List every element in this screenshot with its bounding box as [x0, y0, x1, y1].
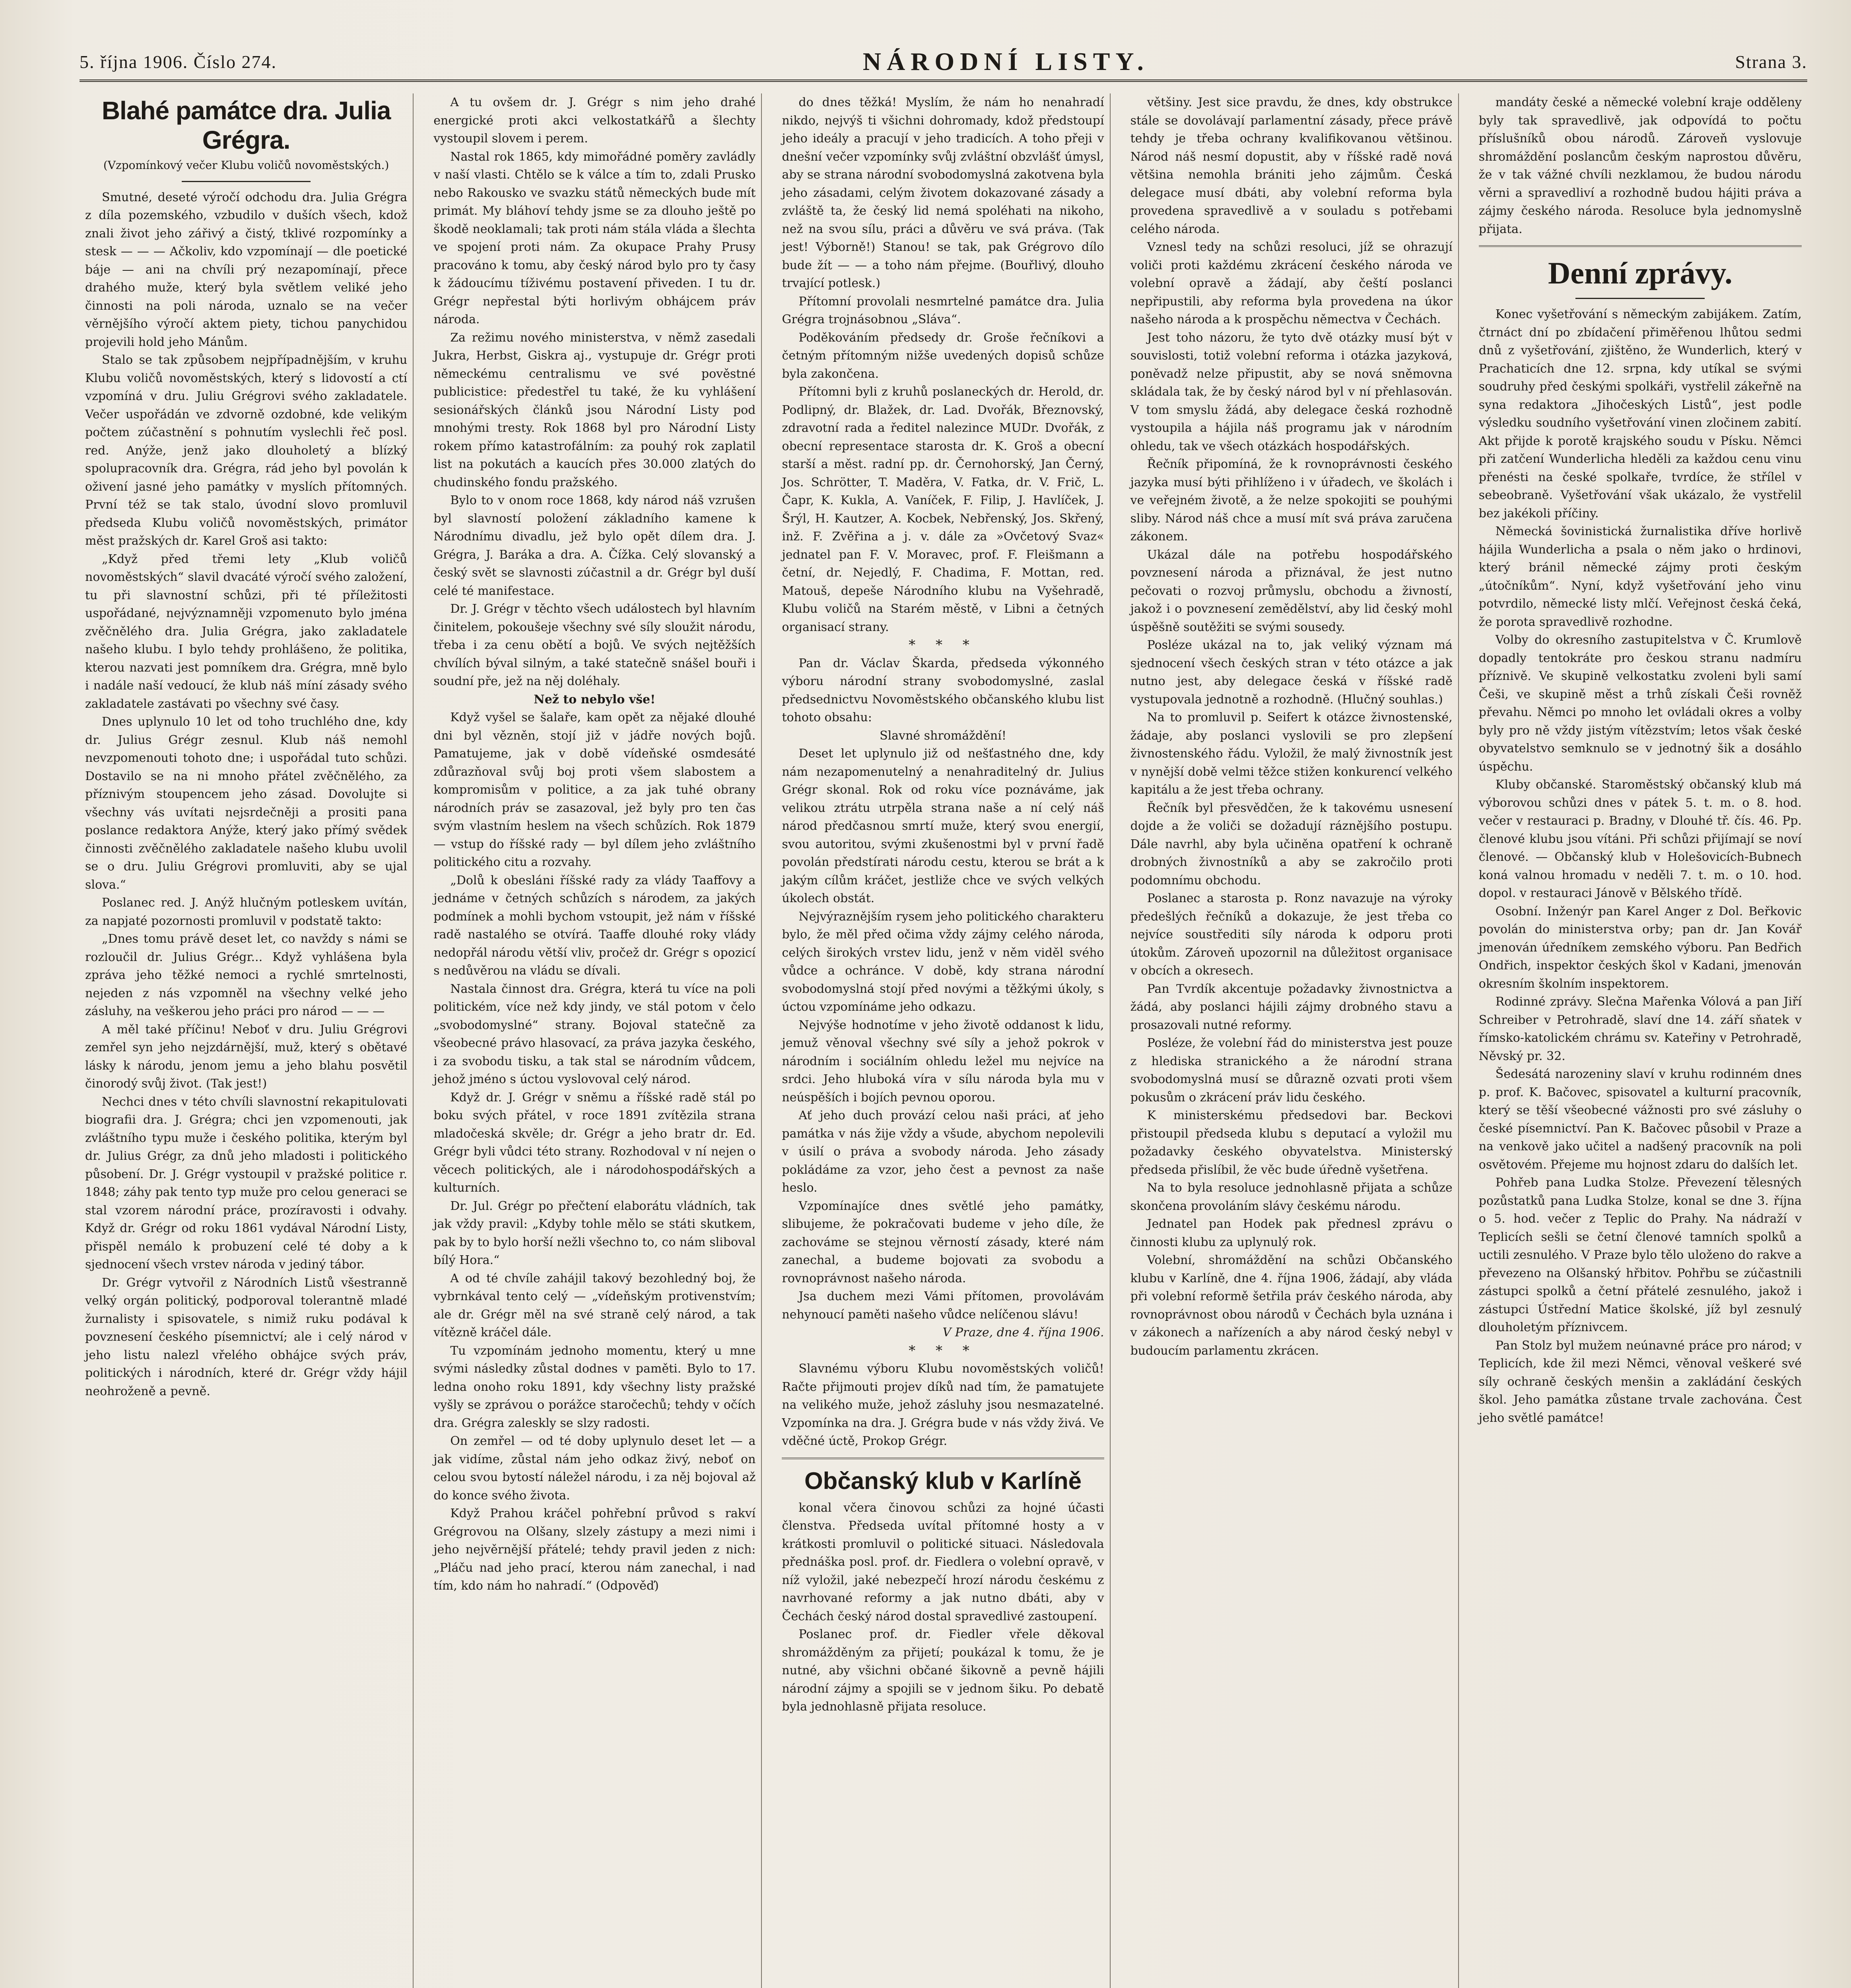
paragraph: Jsa duchem mezi Vámi přítomen, provolávám nehynoucí paměti našeho vůdce nelíčenou slávu! [782, 1289, 1104, 1322]
paragraph: Na to promluvil p. Seifert k otázce živnostenské, žádaje, aby poslanci vyslovili se pro zlepšení živnostenského řádu. Vyložil, že malý živnostník jest v nynější době velmi těžce stižen konkurencí velkého kapitálu a že jest třeba ochrany. [1130, 711, 1453, 797]
paragraph: Volební, shromáždění na schůzi Občanského klubu v Karlíně, dne 4. října 1906, žádají, aby vláda při volební reformě šetřila práv českého národa, aby rovnoprávnost obou národů v Čechách byla uznána i v zákonech a nařízeních a aby národ český nebyl v budoucím parlamentu zkrácen. [1130, 1253, 1453, 1358]
paragraph: Smutné, deseté výročí odchodu dra. Julia Grégra z díla pozemského, vzbudilo v duších všech, kdož znali život jeho zářivý a čistý, tklivé rozpomínky a stesk — — — Ačkoliv, kdo vzpomínají — dle poetické báje — ani na chvíli prý nezapomínají, přece drahého muže, který byla světlem veliké jeho činnosti na poli národa, uznalo se na večer věrnějšího výročí aktem piety, tichou panychidou projevili hold jeho Mánům. [85, 190, 408, 349]
article-subhead: (Vzpomínkový večer Klubu voličů novoměstských.) [103, 159, 389, 172]
section-separator: * * * [909, 1342, 977, 1359]
newspaper-title: NÁRODNÍ LISTY. [862, 47, 1149, 76]
article-columns [80, 93, 1807, 1988]
paragraph: Stalo se tak způsobem nejpřípadnějším, v kruhu Klubu voličů novoměstských, který s lidovostí a ctí vzpomíná v dru. Juliu Grégrovi svého zakladatele. Večer uspořádán ve zdvorně ozdobné, kde velikým počtem zúčastnění s pohnutím vyslechli řeč posl. red. Anýže, jenž jako dlouholetý a blízký spolupracovník dra. Grégra, rád jeho byl povolán k oživení jasné jeho památky v myslích přítomných. První též se tak stalo, úvodní slovo promluvil předseda Klubu voličů novoměstských, primátor měst pražských dr. Karel Groš asi takto: [85, 353, 408, 548]
paragraph: Přítomni byli z kruhů poslaneckých dr. Herold, dr. Podlipný, dr. Blažek, dr. Lad. Dvořák, Březnovský, zdravotní rada a ředitel nalezince MUDr. Dvořák, z obecní representace starosta dr. K. Groš a obecní starší a měst. radní pp. dr. Černohorský, Jan Černý, Jos. Schrötter, T. Maděra, V. Fatka, dr. V. Frič, L. Čapr, K. Kukla, A. Vaníček, F. Filip, J. Havlíček, J. Šrýl, H. Kautzer, A. Kocbek, Nebřenský, Jos. Skřený, inž. F. Zvěřina a j. v. dále za »Ovčetový Svaz« jednatel pan F. V. Moravec, prof. F. Fleišmann a četní, dr. Nejedlý, F. Chadima, F. Mottan, red. Matouš, depeše Národního klubu na Vyšehradě, Klubu voličů na Starém městě, v Libni a četných organisací strany. [782, 385, 1104, 634]
paragraph: Přítomní provolali nesmrtelné památce dra. Julia Grégra trojnásobnou „Sláva“. [782, 294, 1104, 326]
paragraph: „Dolů k obesláni říšské rady za vlády Taaffovy a jednáme v četných schůzích s národem, za jakých podmínek a mohli bychom vstoupit, jež nám v říšské radě nastalého se otvírá. Taaffe dlouhé roky vlády nedopřál národu větší vliv, pročež dr. Grégr s opozicí s nedůvěrou na vládu se dívali. [433, 873, 756, 978]
paragraph: Na to byla resoluce jednohlasně přijata a schůze skončena provoláním slávy českému národu. [1130, 1181, 1453, 1213]
paragraph: Vzpomínajíce dnes světlé jeho památky, slibujeme, že pokračovati budeme v jeho díle, že zachováme se stejnou věrností zásady, které nám zanechal, a budeme bojovati za svobodu a rovnoprávnost našeho národa. [782, 1199, 1104, 1285]
inline-heading: Než to nebylo vše! [534, 692, 656, 707]
paragraph: Poslanec a starosta p. Ronz navazuje na výroky předešlých řečníků a dokazuje, že jest třeba co nejvíce soustřediti síly národa k odporu proti útokům. Zároveň upozornil na důležitost organisace v obcích a okresech. [1130, 891, 1453, 978]
paragraph: Posléze ukázal na to, jak veliký význam má sjednocení všech českých stran v této otázce a jak nutno jest, aby delegace česká v říšské radě vystupovala jednotně a rozhodně. (Hlučný souhlas.) [1130, 638, 1453, 707]
paragraph: Nejvýraznějším rysem jeho politického charakteru bylo, že měl před očima vždy zájmy celého národa, celých širokých vrstev lidu, jenž v něm viděl svého vůdce a ochránce. V době, kdy strana národní svobodomyslná stojí před novými a těžkými úkoly, s úctou vzpomínáme jeho odkazu. [782, 909, 1104, 1014]
page-number: Strana 3. [1735, 51, 1807, 72]
column-1 [80, 93, 414, 1988]
paragraph: Posléze, že volební řád do ministerstva jest pouze z hlediska stranického a že národní strana svobodomyslná musí se důrazně ozvati proti všem pokusům o zkrácení práv lidu českého. [1130, 1036, 1453, 1105]
paragraph: Když vyšel se šalaře, kam opět za nějaké dlouhé dni byl vězněn, stojí již v jádře nových bojů. Pamatujeme, jak v době vídeňské osmdesáté zdůrazňoval svůj boj proti všem slabostem a kompromisům v politice, a za jak tuhé obrany národních práv se zasazoval, jež byly pro ten čas svým vlastním heslem na všech schůzích. Rok 1879 — vstup do říšské rady — byl dílem jeho zvláštního politického citu a rozvahy. [433, 711, 756, 869]
paragraph: A od té chvíle zahájil takový bezohledný boj, že vybrnkával tento celý — „vídeňským protivenstvím; ale dr. Grégr měl na své straně celý národ, a tak vítězně kráčel dále. [433, 1271, 756, 1340]
paragraph: „Dnes tomu právě deset let, co navždy s námi se rozloučil dr. Julius Grégr... Když vyhlášena byla zpráva jeho těžké nemoci a rychlé smrtelnosti, nejeden z nás vzpomněl na všechny velké jeho zásluhy, na veškerou jeho práci pro národ — — — [85, 932, 408, 1018]
paragraph: Řečník byl přesvědčen, že k takovému usnesení dojde a že voliči se dožadují ráznějšího postupu. Dále navrhl, aby byla učiněna opatření k ochraně drobných živnostníků a aby se zakročilo proti podomnímu obchodu. [1130, 801, 1453, 887]
paragraph: Za režimu nového ministerstva, v němž zasedali Jukra, Herbst, Giskra aj., vystupuje dr. Grégr proti německému centralismu ve své pověstné publicistice: předestřel tu také, že ku vyhlášení sesionářských článků jsou Národní Listy pod mnohými tresty. Rok 1868 byl pro Národní Listy rokem přímo katastrofálním: za pouhý rok zaplatil list na pokutách a kaucích přes 30.000 zlatých do chudinského fondu pražského. [433, 330, 756, 489]
paragraph: Slavnému výboru Klubu novoměstských voličů! Račte přijmouti projev díků nad tím, že pamatujete na velikého muže, jehož zásluhy jsou nesmazatelné. Vzpomínka na dra. J. Grégra bude v nás vždy živá. Ve vděčné úctě, Prokop Grégr. [782, 1362, 1104, 1448]
paragraph: Pan Tvrdík akcentuje požadavky živnostnictva a žádá, aby poslanci hájili zájmy drobného stavu a prosazovali nutné reformy. [1130, 982, 1453, 1032]
paragraph: mandáty české a německé volební kraje odděleny byly tak spravedlivě, jak odpovídá to počtu příslušníků obou národů. Zároveň vyslovuje shromáždění poslancům českým naprostou důvěru, že v tak vážné chvíli nezklamou, že budou národu věrni a spravedliví a rozhodně budou hájiti práva a zájmy českého národa. Resoluce byla jednomyslně přijata. [1478, 95, 1802, 236]
paragraph: Deset let uplynulo již od nešťastného dne, kdy nám nezapomenutelný a nenahraditelný dr. Julius Grégr skonal. Rok od roku více poznáváme, jak velikou ztrátu utrpěla strana naše a ní celý náš národ předčasnou smrtí muže, který svou energií, svou autoritou, svými zkušenostmi byl v první řadě povolán předstírati národu cestu, kterou se brát a k jakým cílům kráčet, jestliže chce ve svých velkých úkolech obstát. [782, 747, 1104, 905]
paragraph: Konec vyšetřování s německým zabijákem. Zatím, čtrnáct dní po zbídačení přiměřenou lhůtou sedmi dnů z vyšetřování, zjištěno, že Wunderlich, který v Prachaticích dne 12. srpna, kdy utíkal se svými soudruhy před českými spolkáři, vystřelil zákeřně na syna redaktora „Jihočeských Listů“, jest podle výsledku soudního vyšetřování vinen zločinem zabití. Akt přijde k porotě krajského soudu v Písku. Němci při zatčení Wunderlicha hleděli za každou cenu vinu přenésti na české spolkaře, tvrdíce, že střílel v sebeobraně. Vyšetřování však ukázalo, že vystřelil bez jakékoli příčiny. [1478, 307, 1802, 520]
paragraph: Pan dr. Václav Škarda, předseda výkonného výboru národní strany svobodomyslné, zaslal předsednictvu Novoměstského občanského klubu list tohoto obsahu: [782, 656, 1104, 724]
paragraph: konal včera činovou schůzi za hojné účasti členstva. Předseda uvítal přítomné hosty a v krátkosti promluvil o politické situaci. Následovala přednáška posl. prof. dr. Fiedlera o volební opravě, v níž vyložil, jaké nebezpečí hrozí národu českému z navrhované reformy a jak nutno dbáti, aby v Čechách český národ dostal spravedlivé zastoupení. [782, 1501, 1104, 1623]
column-3 [776, 93, 1110, 1988]
paragraph: K ministerskému předsedovi bar. Beckovi přistoupil předseda klubu s deputací a vyložil mu požadavky českého obyvatelstva. Ministerský předseda přislíbil, že věc bude úředně vyšetřena. [1130, 1109, 1453, 1177]
paragraph: Nejvýše hodnotíme v jeho životě oddanost k lidu, jemuž věnoval všechny své síly a jehož pokrok v národním i sociálním ohledu ležel mu nejvíce na srdci. Jeho hluboká víra v sílu národa byla mu v neúspěších i bojích pevnou oporou. [782, 1018, 1104, 1105]
paragraph: Tu vzpomínám jednoho momentu, který u mne svými následky zůstal dodnes v paměti. Bylo to 17. ledna onoho roku 1891, kdy všechny listy pražské vyšly se zprávou o porážce staročechů; tehdy v očích dra. Grégra zaleskly se slzy radosti. [433, 1343, 756, 1430]
paragraph: A měl také příčinu! Neboť v dru. Juliu Grégrovi zemřel syn jeho nejzdárnější, muž, který s obětavé lásky k národu, jenom jemu a jeho blahu posvětil činorodý svůj život. (Tak jest!) [85, 1022, 408, 1091]
paragraph: Pan Stolz byl mužem neúnavné práce pro národ; v Teplicích, kde žil mezi Němci, věnoval veškeré své síly ochraně českých menšin a zakládání českých škol. Jeho památka zůstane trvale zachována. Čest jeho světlé památce! [1478, 1338, 1802, 1425]
paragraph: Osobní. Inženýr pan Karel Anger z Dol. Beřkovic povolán do ministerstva orby; pan dr. Jan Kovář jmenován úředníkem zemského výboru. Pan Bedřich Ondřich, inspektor českých škol v Kadani, jmenován okresním školním inspektorem. [1478, 904, 1802, 991]
divider [182, 181, 311, 182]
paragraph: Dr. J. Grégr v těchto všech událostech byl hlavním činitelem, pokoušeje všechny své síly sloužit národu, třeba i za cenu obětí a bojů. Ve svých nejtěžších chvílích býval silným, a také statečně snášel bouři i soudní pře, jež na něj doléhaly. [433, 602, 756, 688]
paragraph: Šedesátá narozeniny slaví v kruhu rodinném dnes p. prof. K. Bačovec, spisovatel a kulturní pracovník, který se těší všeobecné vážnosti pro své zásluhy o české písemnictví. Pan K. Bačovec působil v Praze a na venkově jako učitel a nadšený pracovník na poli osvětovém. Přejeme mu hojnost zdaru do dalších let. [1478, 1067, 1802, 1172]
paragraph: Dr. Jul. Grégr po přečtení elaborátu vládních, tak jak vždy pravil: „Kdyby tohle mělo se státi skutkem, pak by to bylo horší nežli všechno to, co nám sliboval bílý Hora.“ [433, 1199, 756, 1267]
paragraph: Nechci dnes v této chvíli slavnostní rekapitulovati biografii dra. J. Grégra; chci jen vzpomenouti, jak zvláštního typu muže i českého politika, kterým byl dr. Julius Grégr, za dnů jeho mladosti i politického působení. Dr. J. Grégr vystoupil v pražské politice r. 1848; záhy pak tento typ muže pro celou generaci se stal vzorem národní práce, prozíravosti i odvahy. Když dr. Grégr od roku 1861 vydával Národní Listy, přispěl nemálo k probuzení celé té doby a k sjednocení všech vrstev národa v jediný tábor. [85, 1095, 408, 1272]
paragraph: On zemřel — od té doby uplynulo deset let — a jak vidíme, zůstal nám jeho odkaz živý, neboť on celou svou bytostí náležel národu, i za něj bojoval až do konce svého života. [433, 1434, 756, 1503]
paragraph: Kluby občanské. Staroměstský občanský klub má výborovou schůzi dnes v pátek 5. t. m. o 8. hod. večer v restauraci p. Bradny, v Dlouhé tř. čís. 46. Pp. členové klubu jsou vítáni. Při schůzi přijímají se noví členové. — Občanský klub v Holešovicích-Bubnech koná valnou hromadu v neděli 7. t. m. o 10. hod. dopol. v restauraci Jánově v Bělského třídě. [1478, 778, 1802, 900]
paragraph: Řečník připomíná, že k rovnoprávnosti českého jazyka musí býti přihlíženo i v úřadech, ve školách i ve veřejném životě, a že nelze spokojiti se pouhými sliby. Národ náš chce a musí mít svá práva zaručena zákonem. [1130, 457, 1453, 544]
paragraph: Když Prahou kráčel pohřební průvod s rakví Grégrovou na Olšany, slzely zástupy a mezi nimi i jeho nejvěrnější přátelé; tehdy pravil jeden z nich: „Pláču nad jeho prací, kterou nám zanechal, i nad tím, kdo nám ho nahradí.“ (Odpověď) [433, 1507, 756, 1593]
divider [1575, 298, 1705, 299]
paragraph: do dnes těžká! Myslím, že nám ho nenahradí nikdo, nejvýš ti všichni dohromady, kdož předstoupí jeho ideály a pracují v jeho tradicích. A toho přeji v dnešní večer vzpomínky svůj zvláštní obzvlášť úmysl, aby se strana národní svobodomyslná zakotvena byla jeho zásadami, celým životem dokazované zásady a zvláště ta, že český lid nemá spoléhati na nikoho, než na svou sílu, práci a důvěru ve svá práva. (Tak jest! Výborně!) Stanou! se tak, pak Grégrovo dílo bude žít — — a toho nám přejme. (Bouřlivý, dlouho trvající potlesk.) [782, 95, 1104, 290]
section-separator: * * * [909, 637, 977, 653]
paragraph: Ukázal dále na potřebu hospodářského povznesení národa a přiznával, že jest nutno pečovati o rozvoj průmyslu, obchodu a živností, jakož i o povznesení zemědělství, aby lid český mohl úspěšně soutěžiti se svými sousedy. [1130, 547, 1453, 634]
letter-signature: V Praze, dne 4. října 1906. [942, 1326, 1104, 1340]
paragraph: Volby do okresního zastupitelstva v Č. Krumlově dopadly tentokráte pro českou stranu nadmíru příznivě. Ve skupině velkostatku zvoleni byli samí Češi, ve skupině měst a trhů získali Češi rovněž převahu. Němci po mnoho let ovládali okres a volby byly pro ně vždy jistým vítězstvím; letos však české obyvatelstvo semknulo se v jednotný šik a dosáhlo úspěchu. [1478, 633, 1802, 774]
paragraph: Poslanec red. J. Anýž hlučným potleskem uvítán, za napjaté pozornosti promluvil v podstatě takto: [85, 896, 408, 928]
paragraph: Jednatel pan Hodek pak přednesl zprávu o činnosti klubu za uplynulý rok. [1130, 1217, 1453, 1249]
column-4 [1125, 93, 1459, 1988]
paragraph: Poslanec prof. dr. Fiedler vřele děkoval shromážděným za přijetí; poukázal k tomu, že je nutné, aby všichni občané šikovně a pevně hájili národní zájmy a spojili se v jednom šiku. Po debatě byla jednohlasně přijata resoluce. [782, 1627, 1104, 1714]
paragraph: Poděkováním předsedy dr. Groše řečníkovi a četným přítomným nižše uvedených dopisů schůze byla zakončena. [782, 330, 1104, 381]
paragraph: Nastal rok 1865, kdy mimořádné poměry zavládly v naší vlasti. Chtělo se k válce a tím to, zdali Prusko nebo Rakousko ve svazku států německých bude mít primát. My bláhoví tehdy jsme se za dlouho ještě po škodě neoklamali; tak proti nám stála vláda a šlechta ve spojení proti nám. Za okupace Prahy Prusy pracováno k tomu, aby český národ bylo pro ty časy k žádoucímu tíživému postavení přiveden. I tu dr. Grégr nepřestal býti horlivým obhájcem práv národa. [433, 149, 756, 326]
section-heading: Denní zprávy. [1548, 256, 1733, 290]
paragraph: Dnes uplynulo 10 let od toho truchlého dne, kdy dr. Julius Grégr zesnul. Klub náš nemohl nevzpomenouti tohoto dne; i uspořádal tuto schůzi. Dostavilo se na ni mnoho přátel zvěčnělého, za příznivým stoupencem jeho zásad. Dovolujte si všechny vás uvítati nejsrdečněji a prositi pana poslance redaktora Anýže, který jako přímý svědek činnosti zvěčnělého zakladatele našeho klubu uvolil se o dru. Juliu Grégrovi promluviti, aby se ujal slova.“ [85, 715, 408, 892]
column-5 [1473, 93, 1807, 1988]
masthead [80, 44, 1807, 82]
section-heading: Občanský klub v Karlíně [804, 1467, 1082, 1494]
paragraph: Vznesl tedy na schůzi resoluci, jíž se ohrazují voliči proti každému zkrácení českého národa ve volební opravě a žádají, aby čeští poslanci nepřipustili, aby reforma byla provedena na úkor našeho národa a k prospěchu němectva v Čechách. [1130, 240, 1453, 326]
paragraph: Pohřeb pana Ludka Stolze. Převezení tělesných pozůstatků pana Ludka Stolze, konal se dne 3. října o 5. hod. večer z Teplic do Prahy. Na nádraží v Teplicích sešli se četní členové tamních spolků a uctili zesnulého. V Praze bylo tělo uloženo do rakve a převezeno na Olšanský hřbitov. Pohřbu se zúčastnili zástupci spolků a četní přátelé zesnulého, jakož i zástupci Ústřední Matice školské, jíž byl zesnulý dlouholetým příznivcem. [1478, 1176, 1802, 1334]
paragraph: většiny. Jest sice pravdu, že dnes, kdy obstrukce stále se dovolávají parlamentní zásady, přece právě tehdy je třeba ochrany kvalifikovanou většinou. Národ náš nesmí dopustit, aby v říšské radě nová většina nemohla brániti jeho zájmům. Česká delegace musí dbáti, aby volební reforma byla provedena spravedlivě a v souladu s potřebami celého národa. [1130, 95, 1453, 236]
column-2 [428, 93, 762, 1988]
paragraph: Německá šovinistická žurnalistika dříve horlivě hájila Wunderlicha a psala o něm jako o hrdinovi, který bránil německé zájmy proti českým „útočníkům“. Nyní, když vyšetřování jeho vinu potvrdilo, německé listy mlčí. Veřejnost česká čeká, že porota spravedlivě rozhodne. [1478, 524, 1802, 629]
paragraph: Když dr. J. Grégr v sněmu a říšské radě stál po boku svých přátel, v roce 1891 zvítězila strana mladočeská skvěle; dr. Grégr a jeho bratr dr. Ed. Grégr byli vůdci této strany. Rozhodoval v ní nejen o věcech politických, ale i národohospodářských a kulturních. [433, 1090, 756, 1195]
divider [1479, 245, 1802, 247]
paragraph: A tu ovšem dr. J. Grégr s nim jeho drahé energické proti akci velkostatkářů a šlechty vystoupil slovem i perem. [433, 95, 756, 146]
paragraph: Jest toho názoru, že tyto dvě otázky musí být v souvislosti, totiž volební reforma i otázka jazyková, poněvadž nelze připustit, aby se nová sněmovna skládala tak, že by český národ byl v ní přehlasován. V tom smyslu žádá, aby delegace česká rozhodně vystoupila a hájila náš programu jak v národním ohledu, tak ve všech otázkách hospodářských. [1130, 330, 1453, 453]
paragraph: Nastala činnost dra. Grégra, která tu více na poli politickém, více než kdy jindy, ve stál potom v čelo „svobodomyslné“ strany. Bojoval statečně za všeobecné právo hlasovací, za práva jazyka českého, i za svobodu tisku, a tak stal se národním vůdcem, jehož jméno s úctou vyslovoval celý národ. [433, 982, 756, 1086]
paragraph: Bylo to v onom roce 1868, kdy národ náš vzrušen byl slavností položení základního kamene k Národnímu divadlu, jež bylo opět dílem dra. J. Grégra, J. Barákа a dra. A. Čížka. Celý slovanský a český svět se slavnosti zúčastnil a dr. Grégr byl duší celé té manifestace. [433, 493, 756, 598]
paragraph: Ať jeho duch provází celou naši práci, ať jeho památka v nás žije vždy a všude, abychom nepolevili v úsilí o práva a svobody národa. Jeho zásady pokládáme za vzor, jeho čest a pevnost za naše heslo. [782, 1109, 1104, 1195]
divider [782, 1458, 1104, 1459]
paragraph: Dr. Grégr vytvořil z Národních Listů všestranně velký orgán politický, podporoval tolerantně mladé žurnalisty i spisovatele, s nimiž ruku podával k povznesení českého písemnictví; ale i celý národ v jeho listu nalezl vřelého obhájce svých práv, politických i národních, které dr. Grégr vždy hájil neohroženě a pevně. [85, 1276, 408, 1398]
paragraph: „Když před třemi lety „Klub voličů novoměstských“ slavil dvacáté výročí svého založení, tu při slavnostní schůzi, při té příležitosti uspořádané, nejvýznamněji vzpomenuto bylo jména zvěčnělého dra. Julia Grégra, jako zakladatele našeho klubu. I bylo tehdy prohlášeno, že politika, kterou nazvati jest pomníkem dra. Grégra, mně bylo i nadále naší vedoucí, že klub náš míní zásady svého zakladatele zastávati po všechny své časy. [85, 552, 408, 711]
article-headline: Blahé památce dra. Julia Grégra. [101, 96, 391, 154]
issue-date: 5. října 1906. Číslo 274. [80, 51, 277, 72]
letter-salutation: Slavné shromáždění! [880, 728, 1006, 743]
paragraph: Rodinné zprávy. Slečna Mařenka Vólová a pan Jiří Schreiber v Petrohradě, slaví dne 14. září sňatek v římsko-katolickém chrámu sv. Kateřiny v Petrohradě, Něvský pr. 32. [1478, 995, 1802, 1063]
